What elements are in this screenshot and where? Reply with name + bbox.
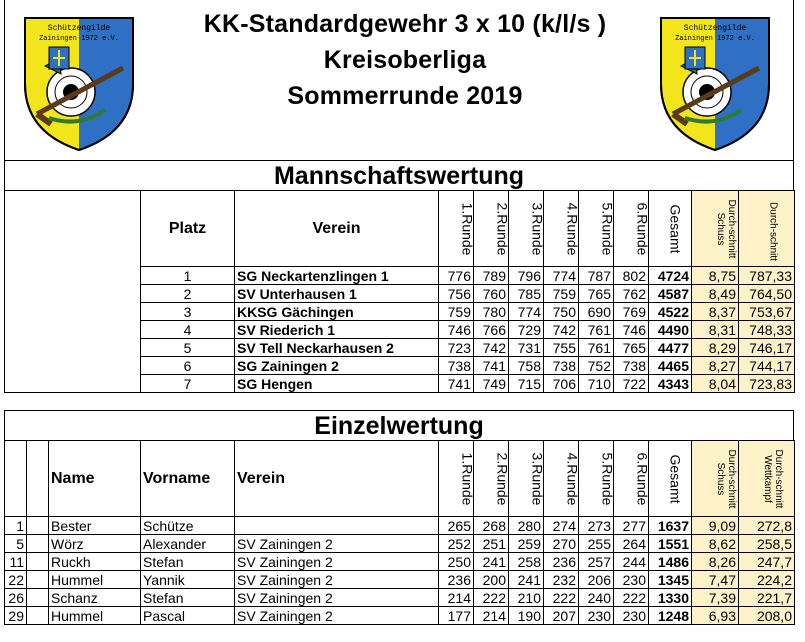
avg-match-cell: 224,2: [739, 571, 795, 589]
total-cell: 1486: [649, 553, 692, 571]
avg-cell: 764,50: [739, 285, 795, 303]
verein-cell: SV Riederich 1: [235, 321, 439, 339]
season-title: Sommerrunde 2019: [287, 82, 523, 110]
team-header-row: [5, 191, 795, 267]
avg-cell: 744,17: [739, 357, 795, 375]
league-title: Kreisoberliga: [323, 46, 487, 74]
table-row: [5, 553, 795, 571]
vorname-cell: Stefan: [141, 553, 235, 571]
total-cell: 1637: [649, 517, 692, 535]
col-header-verein: Verein: [237, 470, 286, 487]
round-cell: 706: [544, 375, 579, 393]
round-cell: 765: [579, 285, 614, 303]
round-cell: 758: [509, 357, 544, 375]
round-cell: 190: [509, 607, 544, 625]
verein-cell: SG Zainingen 2: [235, 357, 439, 375]
platz-cell: 7: [141, 375, 235, 393]
single-blank-cell: [5, 441, 27, 517]
verein-cell: KKSG Gächingen: [235, 303, 439, 321]
blank-cell: [27, 589, 49, 607]
verein-cell: SG Hengen: [235, 375, 439, 393]
round-cell: 746: [439, 321, 474, 339]
vorname-cell: Stefan: [141, 589, 235, 607]
verein-cell: SV Unterhausen 1: [235, 285, 439, 303]
round-cell: 769: [614, 303, 649, 321]
round-cell: 785: [509, 285, 544, 303]
round-cell: 255: [579, 535, 614, 553]
vorname-cell: Schütze: [141, 517, 235, 535]
verein-cell: SV Zainingen 2: [235, 553, 439, 571]
page-title: KK-Standardgewehr 3 x 10 (k/l/s ): [203, 10, 607, 38]
total-cell: 1551: [649, 535, 692, 553]
round-cell: 222: [474, 589, 509, 607]
single-section-heading: Einzelwertung: [4, 410, 794, 440]
total-cell: 4587: [649, 285, 692, 303]
round-cell: 749: [474, 375, 509, 393]
round-cell: 270: [544, 535, 579, 553]
table-row: [5, 589, 795, 607]
round-cell: 762: [614, 285, 649, 303]
position-cell: 26: [5, 589, 27, 607]
single-table: [4, 440, 795, 625]
round-cell: 752: [579, 357, 614, 375]
round-cell: 710: [579, 375, 614, 393]
round-cell: 177: [439, 607, 474, 625]
round-cell: 755: [544, 339, 579, 357]
avg-match-cell: 208,0: [739, 607, 795, 625]
round-cell: 742: [544, 321, 579, 339]
round-cell: 236: [439, 571, 474, 589]
avg-shot-cell: 8,75: [692, 267, 739, 285]
col-header-avg: Durch-schnitt: [767, 201, 779, 261]
table-row: [5, 607, 795, 625]
col-header-avg-match: Durch-schnitt Wettkampf: [762, 449, 784, 508]
col-header-r2: 2.Runde: [494, 202, 511, 255]
vorname-cell: Yannik: [141, 571, 235, 589]
crest-text-2: Zainingen 1972 e.V.: [39, 35, 119, 43]
vorname-cell: Pascal: [141, 607, 235, 625]
platz-cell: 6: [141, 357, 235, 375]
platz-cell: 1: [141, 267, 235, 285]
round-cell: 750: [544, 303, 579, 321]
round-cell: 765: [614, 339, 649, 357]
round-cell: 265: [439, 517, 474, 535]
blank-cell: [27, 607, 49, 625]
col-header-r5: 5.Runde: [599, 452, 616, 505]
avg-match-cell: 272,8: [739, 517, 795, 535]
round-cell: 774: [544, 267, 579, 285]
col-header-r1: 1.Runde: [459, 202, 476, 255]
col-header-verein: Verein: [235, 191, 439, 267]
round-cell: 258: [509, 553, 544, 571]
round-cell: 230: [614, 607, 649, 625]
round-cell: 264: [614, 535, 649, 553]
round-cell: 742: [474, 339, 509, 357]
crest-text-2: Zainingen 1972 e.V.: [675, 35, 755, 43]
avg-cell: 723,83: [739, 375, 795, 393]
team-table: [4, 190, 795, 393]
verein-cell: SV Zainingen 2: [235, 535, 439, 553]
round-cell: 723: [439, 339, 474, 357]
name-cell: Bester: [49, 517, 141, 535]
verein-cell: [235, 517, 439, 535]
round-cell: 232: [544, 571, 579, 589]
round-cell: 214: [474, 607, 509, 625]
avg-shot-cell: 7,47: [692, 571, 739, 589]
col-header-r1: 1.Runde: [459, 452, 476, 505]
col-header-r3: 3.Runde: [529, 452, 546, 505]
round-cell: 277: [614, 517, 649, 535]
round-cell: 274: [544, 517, 579, 535]
col-header-r6: 6.Runde: [634, 202, 651, 255]
col-header-r5: 5.Runde: [599, 202, 616, 255]
round-cell: 802: [614, 267, 649, 285]
col-header-avg-shot: Durch-schnitt Schuss: [715, 199, 737, 258]
round-cell: 251: [474, 535, 509, 553]
blank-cell: [27, 571, 49, 589]
avg-match-cell: 258,5: [739, 535, 795, 553]
round-cell: 789: [474, 267, 509, 285]
round-cell: 240: [579, 589, 614, 607]
col-header-r4: 4.Runde: [564, 452, 581, 505]
round-cell: 796: [509, 267, 544, 285]
name-cell: Ruckh: [49, 553, 141, 571]
club-crest-icon: [19, 14, 139, 154]
single-blank-cell: [27, 441, 49, 517]
verein-cell: SV Zainingen 2: [235, 589, 439, 607]
round-cell: 210: [509, 589, 544, 607]
table-row: [5, 535, 795, 553]
verein-cell: SV Tell Neckarhausen 2: [235, 339, 439, 357]
table-row: [5, 571, 795, 589]
blank-cell: [27, 535, 49, 553]
avg-cell: 748,33: [739, 321, 795, 339]
round-cell: 738: [614, 357, 649, 375]
platz-cell: 3: [141, 303, 235, 321]
round-cell: 741: [474, 357, 509, 375]
round-cell: 222: [544, 589, 579, 607]
club-crest-icon: [655, 14, 775, 154]
col-header-gesamt: Gesamt: [667, 453, 684, 504]
page-header: [4, 0, 794, 160]
platz-cell: 4: [141, 321, 235, 339]
round-cell: 738: [439, 357, 474, 375]
round-cell: 746: [614, 321, 649, 339]
round-cell: 230: [614, 571, 649, 589]
position-cell: 29: [5, 607, 27, 625]
blank-cell: [27, 517, 49, 535]
round-cell: 715: [509, 375, 544, 393]
round-cell: 206: [579, 571, 614, 589]
position-cell: 5: [5, 535, 27, 553]
round-cell: 207: [544, 607, 579, 625]
round-cell: 722: [614, 375, 649, 393]
avg-shot-cell: 8,29: [692, 339, 739, 357]
total-cell: 1330: [649, 589, 692, 607]
avg-match-cell: 221,7: [739, 589, 795, 607]
round-cell: 759: [439, 303, 474, 321]
position-cell: 1: [5, 517, 27, 535]
round-cell: 690: [579, 303, 614, 321]
position-cell: 22: [5, 571, 27, 589]
round-cell: 241: [509, 571, 544, 589]
avg-cell: 746,17: [739, 339, 795, 357]
round-cell: 257: [579, 553, 614, 571]
avg-match-cell: 247,7: [739, 553, 795, 571]
round-cell: 774: [509, 303, 544, 321]
round-cell: 761: [579, 339, 614, 357]
blank-cell: [27, 553, 49, 571]
col-header-r6: 6.Runde: [634, 452, 651, 505]
col-header-platz: Platz: [141, 191, 235, 267]
round-cell: 787: [579, 267, 614, 285]
crest-text-1: Schützengilde: [683, 24, 747, 33]
round-cell: 738: [544, 357, 579, 375]
round-cell: 250: [439, 553, 474, 571]
round-cell: 214: [439, 589, 474, 607]
col-header-gesamt: Gesamt: [667, 203, 684, 254]
round-cell: 280: [509, 517, 544, 535]
avg-shot-cell: 9,09: [692, 517, 739, 535]
col-header-r3: 3.Runde: [529, 202, 546, 255]
round-cell: 273: [579, 517, 614, 535]
avg-shot-cell: 6,93: [692, 607, 739, 625]
col-header-r2: 2.Runde: [494, 452, 511, 505]
avg-shot-cell: 7,39: [692, 589, 739, 607]
verein-cell: SV Zainingen 2: [235, 571, 439, 589]
avg-shot-cell: 8,49: [692, 285, 739, 303]
name-cell: Schanz: [49, 589, 141, 607]
round-cell: 259: [509, 535, 544, 553]
avg-shot-cell: 8,26: [692, 553, 739, 571]
round-cell: 741: [439, 375, 474, 393]
avg-shot-cell: 8,31: [692, 321, 739, 339]
round-cell: 729: [509, 321, 544, 339]
col-header-name: Name: [51, 470, 95, 487]
avg-cell: 787,33: [739, 267, 795, 285]
title-block: [155, 6, 655, 114]
name-cell: Wörz: [49, 535, 141, 553]
position-cell: 11: [5, 553, 27, 571]
total-cell: 4724: [649, 267, 692, 285]
round-cell: 244: [614, 553, 649, 571]
team-blank-cell: [5, 191, 141, 393]
round-cell: 776: [439, 267, 474, 285]
avg-shot-cell: 8,62: [692, 535, 739, 553]
total-cell: 4522: [649, 303, 692, 321]
total-cell: 4477: [649, 339, 692, 357]
verein-cell: SG Neckartenzlingen 1: [235, 267, 439, 285]
round-cell: 252: [439, 535, 474, 553]
round-cell: 200: [474, 571, 509, 589]
name-cell: Hummel: [49, 571, 141, 589]
round-cell: 759: [544, 285, 579, 303]
round-cell: 230: [579, 607, 614, 625]
verein-cell: SV Zainingen 2: [235, 607, 439, 625]
avg-shot-cell: 8,37: [692, 303, 739, 321]
round-cell: 236: [544, 553, 579, 571]
round-cell: 760: [474, 285, 509, 303]
vorname-cell: Alexander: [141, 535, 235, 553]
crest-text-1: Schützengilde: [47, 24, 111, 33]
round-cell: 268: [474, 517, 509, 535]
total-cell: 1248: [649, 607, 692, 625]
avg-cell: 753,67: [739, 303, 795, 321]
round-cell: 756: [439, 285, 474, 303]
round-cell: 731: [509, 339, 544, 357]
total-cell: 4490: [649, 321, 692, 339]
round-cell: 761: [579, 321, 614, 339]
round-cell: 780: [474, 303, 509, 321]
col-header-avg-shot: Durch-schnitt Schuss: [715, 449, 737, 508]
round-cell: 766: [474, 321, 509, 339]
avg-shot-cell: 8,04: [692, 375, 739, 393]
col-header-r4: 4.Runde: [564, 202, 581, 255]
platz-cell: 2: [141, 285, 235, 303]
total-cell: 4465: [649, 357, 692, 375]
col-header-vorname: Vorname: [143, 470, 211, 487]
name-cell: Hummel: [49, 607, 141, 625]
table-row: [5, 517, 795, 535]
single-header-row: [5, 441, 795, 517]
avg-shot-cell: 8,27: [692, 357, 739, 375]
round-cell: 241: [474, 553, 509, 571]
platz-cell: 5: [141, 339, 235, 357]
team-section-heading: Mannschaftswertung: [4, 160, 794, 190]
round-cell: 222: [614, 589, 649, 607]
total-cell: 4343: [649, 375, 692, 393]
total-cell: 1345: [649, 571, 692, 589]
